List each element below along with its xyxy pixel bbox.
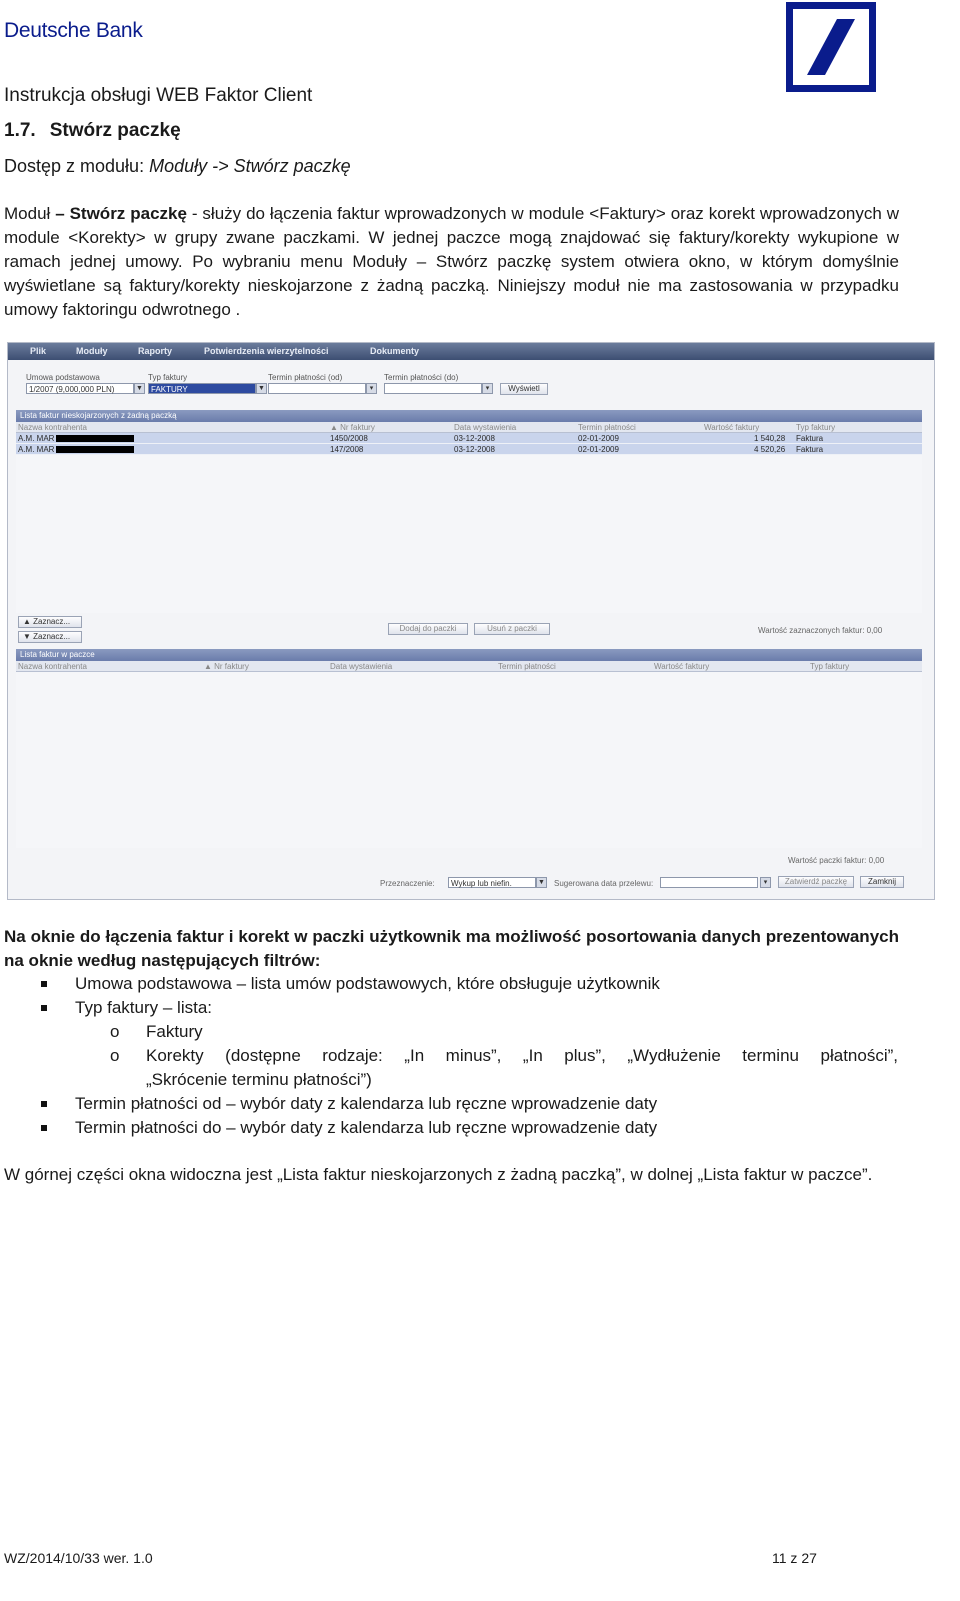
cell-number: 1450/2008 [330, 434, 368, 443]
cell-type: Faktura [796, 445, 824, 454]
select-all-label: Zaznacz... [33, 617, 71, 626]
transfer-date-label: Sugerowana data przelewu: [554, 879, 654, 888]
selected-value-text: Wartość zaznaczonych faktur: 0,00 [758, 626, 883, 635]
add-to-package-button[interactable]: Dodaj do paczki [388, 623, 468, 635]
sub-item-korekty: Korekty (dostępne rodzaje: „In minus”, „In plus”, „Wydłużenie terminu płatności”, [146, 1046, 898, 1065]
col-issued[interactable]: Data wystawienia [330, 662, 393, 671]
access-path [4, 156, 351, 177]
col-due[interactable]: Termin płatności [578, 423, 636, 432]
termin-do-calendar-icon[interactable]: ▾ [482, 383, 493, 394]
menu-moduly[interactable]: Moduły [76, 346, 108, 356]
closing-paragraph: W górnej części okna widoczna jest „Lista faktur nieskojarzonych z żadną paczką”, w dolnej „Lista faktur w paczce”. [4, 1165, 873, 1184]
col-contractor[interactable]: Nazwa kontrahenta [18, 423, 87, 432]
menu-potwierdzenia[interactable]: Potwierdzenia wierzytelności [204, 346, 329, 356]
close-button[interactable]: Zamknij [860, 876, 904, 888]
bullet-icon [41, 1005, 47, 1011]
upper-grid-empty-area [16, 455, 922, 613]
footer-page-number: 11 z 27 [772, 1550, 817, 1566]
purpose-label: Przeznaczenie: [380, 879, 435, 888]
menu-dokumenty[interactable]: Dokumenty [370, 346, 420, 356]
remove-from-package-button[interactable]: Usuń z paczki [474, 623, 550, 635]
package-value-text: Wartość paczki faktur: 0,00 [788, 856, 885, 865]
termin-do-label: Termin płatności (do) [384, 373, 459, 382]
app-menu-bar [8, 343, 934, 360]
approve-package-button[interactable]: Zatwierdź paczkę [778, 876, 854, 888]
bullet-icon [41, 981, 47, 987]
bullet-icon [41, 1101, 47, 1107]
sub-item-korekty-cont: „Skrócenie terminu płatności”) [146, 1070, 372, 1089]
table-row[interactable] [16, 444, 922, 455]
footer-doc-id: WZ/2014/10/33 wer. 1.0 [4, 1550, 153, 1566]
deselect-all-label: Zaznacz... [33, 632, 71, 641]
filter-item-termin-od: Termin płatności od – wybór daty z kalendarza lub ręczne wprowadzenie daty [75, 1094, 658, 1113]
cell-number: 147/2008 [330, 445, 364, 454]
filter-item-umowa: Umowa podstawowa – lista umów podstawowych, które obsługuje użytkownik [75, 974, 660, 993]
table-row[interactable] [16, 433, 922, 444]
typ-label: Typ faktury [148, 373, 188, 382]
upper-grid-title: Lista faktur nieskojarzonych z żadną paczką [16, 410, 922, 422]
transfer-date-calendar-icon[interactable]: ▾ [760, 877, 771, 888]
cell-value: 1 540,28 [754, 434, 786, 443]
col-due[interactable]: Termin płatności [498, 662, 556, 671]
section-title: Stwórz paczkę [49, 120, 181, 141]
col-value[interactable]: Wartość faktury [704, 423, 760, 432]
app-screenshot [7, 342, 935, 900]
intro-text-2: - służy do łączenia faktur wprowadzonych w module <Faktury> oraz korekt wprowadzonych w module <Korekty> w grupy zwane paczkami. W jednej paczce mogą znajdować się faktury/korekty wykupione w ramach jednej umowy. Po wybraniu menu Moduły – Stwórz paczkę system otwiera okno, w którym domyślnie wyświetlane są faktury/korekty nieskojarzone z żadną paczką. Niniejszy moduł nie ma zastosowania w przypadku umowy faktoringu odwrotnego . [4, 204, 900, 319]
intro-text-1: Moduł [4, 204, 56, 223]
section-heading [4, 120, 181, 142]
document-title: Instrukcja obsługi WEB Faktor Client [4, 85, 313, 106]
deselect-all-button[interactable]: ▼ Zaznacz... [18, 631, 82, 643]
cell-issued: 03-12-2008 [454, 434, 495, 443]
intro-module-name: – Stwórz paczkę [55, 204, 187, 223]
umowa-dropdown-icon[interactable]: ▼ [134, 383, 145, 394]
col-type[interactable]: Typ faktury [810, 662, 850, 671]
umowa-label: Umowa podstawowa [26, 373, 100, 382]
cell-contractor: A.M. MAR [18, 445, 55, 454]
brand-name: Deutsche Bank [4, 19, 143, 42]
cell-value: 4 520,26 [754, 445, 786, 454]
upper-grid-header [16, 422, 922, 433]
intro-paragraph [4, 202, 899, 322]
purpose-select[interactable]: Wykup lub niefin. [448, 877, 536, 888]
menu-plik[interactable]: Plik [30, 346, 47, 356]
filter-item-typ: Typ faktury – lista: [75, 998, 212, 1017]
section-number: 1.7. [4, 120, 36, 141]
termin-od-input[interactable] [268, 383, 366, 394]
cell-due: 02-01-2009 [578, 434, 619, 443]
cell-type: Faktura [796, 434, 824, 443]
sub-bullet-icon: o [110, 1046, 120, 1065]
bullet-icon [41, 1125, 47, 1131]
col-number[interactable]: ▲ Nr faktury [330, 423, 375, 432]
col-type[interactable]: Typ faktury [796, 423, 836, 432]
typ-dropdown-icon[interactable]: ▼ [256, 383, 267, 394]
filters-heading: Na oknie do łączenia faktur i korekt w paczki użytkownik ma możliwość posortowania danych prezentowanych na oknie według następujących filtrów: [4, 927, 899, 970]
col-value[interactable]: Wartość faktury [654, 662, 710, 671]
cell-contractor: A.M. MAR [18, 434, 55, 443]
sub-item-faktury: Faktury [146, 1022, 203, 1041]
lower-grid-title: Lista faktur w paczce [16, 649, 922, 661]
umowa-select[interactable]: 1/2007 (9,000,000 PLN) [26, 383, 134, 394]
access-prefix: Dostęp z modułu: [4, 156, 150, 176]
termin-od-label: Termin płatności (od) [268, 373, 343, 382]
lower-grid-header [16, 661, 922, 672]
deutsche-bank-logo-icon [786, 2, 876, 92]
redaction-bar [56, 446, 134, 453]
filter-item-termin-do: Termin płatności do – wybór daty z kalendarza lub ręczne wprowadzenie daty [75, 1118, 658, 1137]
redaction-bar [56, 435, 134, 442]
cell-due: 02-01-2009 [578, 445, 619, 454]
show-button[interactable]: Wyświetl [500, 383, 548, 395]
sub-bullet-icon: o [110, 1022, 120, 1041]
col-contractor[interactable]: Nazwa kontrahenta [18, 662, 87, 671]
lower-grid-empty-area [16, 672, 922, 848]
cell-issued: 03-12-2008 [454, 445, 495, 454]
typ-select[interactable]: FAKTURY [148, 383, 256, 394]
termin-do-input[interactable] [384, 383, 482, 394]
col-issued[interactable]: Data wystawienia [454, 423, 517, 432]
menu-raporty[interactable]: Raporty [138, 346, 173, 356]
access-module-path: Moduły -> Stwórz paczkę [149, 156, 351, 176]
transfer-date-input[interactable] [660, 877, 758, 888]
select-all-button[interactable]: ▲ Zaznacz... [18, 616, 82, 628]
termin-od-calendar-icon[interactable]: ▾ [366, 383, 377, 394]
col-number[interactable]: ▲ Nr faktury [204, 662, 249, 671]
purpose-dropdown-icon[interactable]: ▼ [536, 877, 547, 888]
